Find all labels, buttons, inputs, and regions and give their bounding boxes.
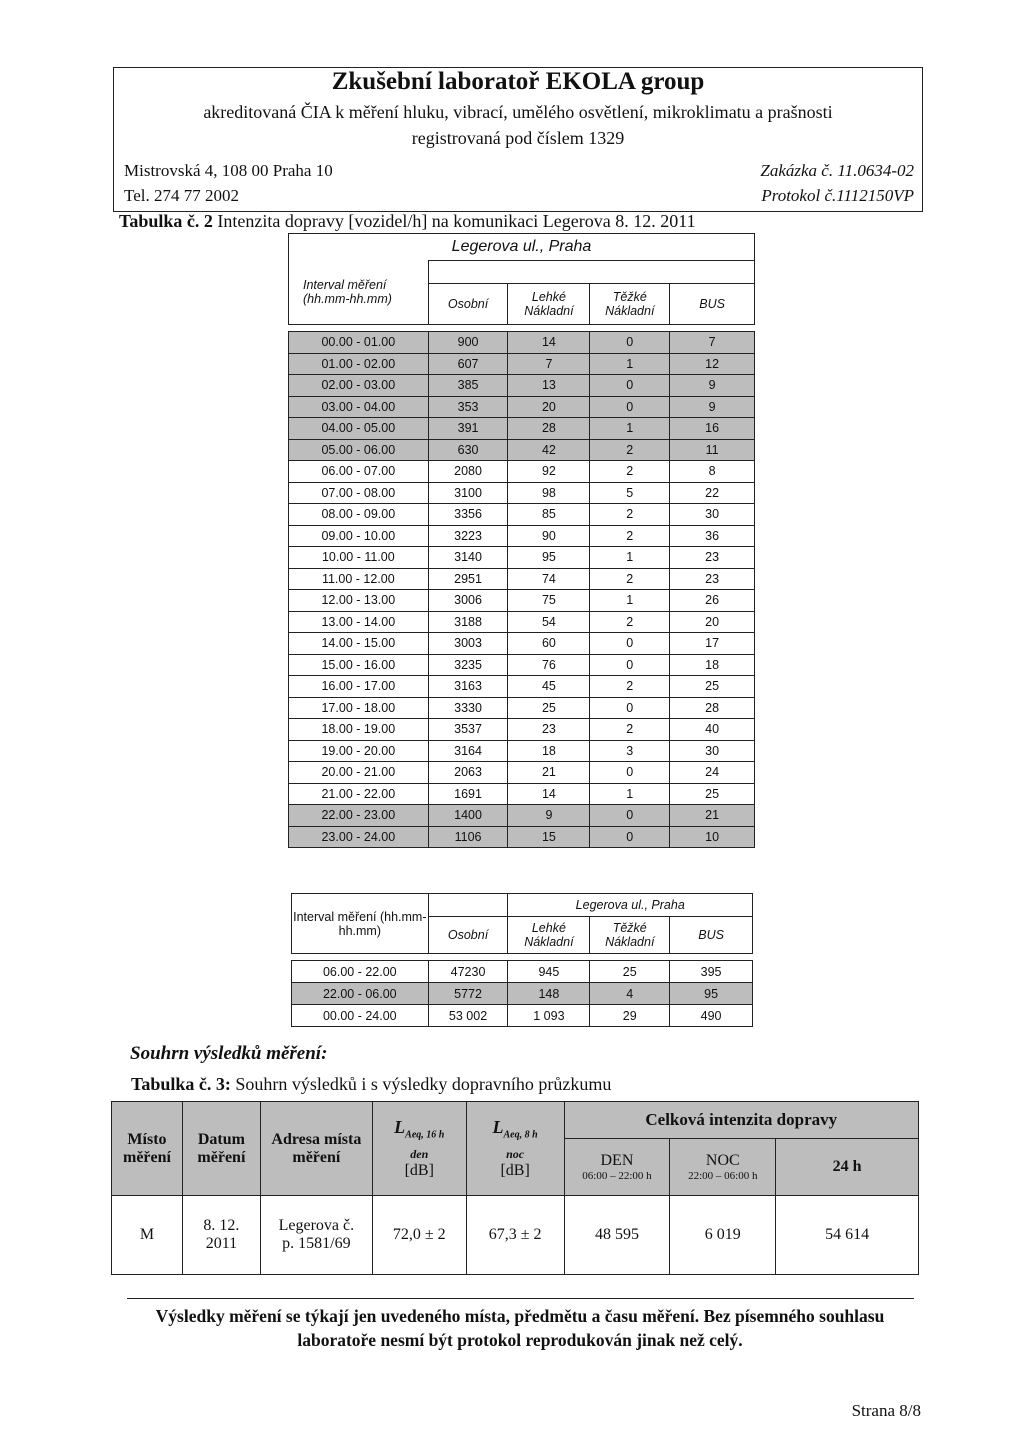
cell-tezke: 0	[590, 654, 670, 676]
accreditation-line: akreditovaná ČIA k měření hluku, vibrací, umělého osvětlení, mikroklimatu a prašnosti	[203, 102, 833, 122]
lab-contact	[124, 158, 333, 208]
totals-cell-bus: 395	[670, 961, 753, 983]
totals-cell-osobni: 47230	[428, 961, 508, 983]
summary-title: Souhrn výsledků měření:	[130, 1043, 328, 1064]
laeq16-unit: [dB]	[404, 1161, 434, 1179]
footer-disclaimer: Výsledky měření se týkají jen uvedeného místa, předmětu a času měření. Bez písemného souhlasu laboratoře nesmí být protokol reprodukován jinak než celý.	[155, 1306, 885, 1350]
totals-cell-tezke: 29	[590, 1005, 670, 1027]
cell-osobni: 3235	[428, 654, 508, 676]
cell-tezke: 0	[590, 633, 670, 655]
cell-laeq8: 67,3 ± 2	[466, 1196, 564, 1275]
cell-osobni: 3537	[428, 719, 508, 741]
col-datum-header: Datum měření	[182, 1102, 260, 1196]
table2-caption-text: Intenzita dopravy [vozidel/h] na komunikaci Legerova 8. 12. 2011	[212, 211, 696, 231]
cell-interval: 11.00 - 12.00	[289, 568, 429, 590]
col-adresa-header: Adresa místa měření	[260, 1102, 372, 1196]
cell-interval: 04.00 - 05.00	[289, 418, 429, 440]
col-intensity-header: Celková intenzita dopravy	[564, 1102, 918, 1139]
cell-bus: 36	[670, 525, 755, 547]
laeq8-period: noc	[506, 1146, 525, 1161]
cell-interval: 10.00 - 11.00	[289, 547, 429, 569]
col-osobni-header: Osobní	[428, 284, 508, 325]
totals-col-interval-header: Interval měření (hh.mm-hh.mm)	[292, 894, 429, 954]
cell-bus: 17	[670, 633, 755, 655]
document-reference	[760, 158, 914, 208]
cell-tezke: 0	[590, 826, 670, 848]
cell-interval: 12.00 - 13.00	[289, 590, 429, 612]
cell-lehke: 23	[508, 719, 590, 741]
laeq16-symbol: $L_{Aeq, 16 h}$	[394, 1117, 445, 1141]
cell-interval: 21.00 - 22.00	[289, 783, 429, 805]
cell-osobni: 1691	[428, 783, 508, 805]
table-row	[289, 611, 755, 633]
table-row	[289, 633, 755, 655]
cell-bus: 16	[670, 418, 755, 440]
table3-caption	[131, 1074, 611, 1095]
cell-interval: 20.00 - 21.00	[289, 762, 429, 784]
totals-cell-tezke: 25	[590, 961, 670, 983]
cell-total: 54 614	[776, 1196, 919, 1275]
cell-laeq16: 72,0 ± 2	[372, 1196, 466, 1275]
table-row	[292, 983, 753, 1005]
col-tezke-header: Těžké Nákladní	[590, 284, 670, 325]
cell-lehke: 76	[508, 654, 590, 676]
cell-lehke: 18	[508, 740, 590, 762]
cell-interval: 08.00 - 09.00	[289, 504, 429, 526]
col-misto-header: Místo měření	[112, 1102, 183, 1196]
cell-osobni: 385	[428, 375, 508, 397]
cell-bus: 23	[670, 547, 755, 569]
cell-lehke: 15	[508, 826, 590, 848]
cell-tezke: 2	[590, 525, 670, 547]
den-label: DEN	[600, 1152, 634, 1169]
cell-datum: 8. 12. 2011	[182, 1196, 260, 1275]
laeq16-period: den	[410, 1146, 429, 1161]
lab-phone: Tel. 274 77 2002	[124, 186, 239, 205]
table-row	[292, 961, 753, 983]
cell-bus: 12	[670, 353, 755, 375]
cell-tezke: 0	[590, 375, 670, 397]
cell-lehke: 92	[508, 461, 590, 483]
cell-bus: 23	[670, 568, 755, 590]
cell-osobni: 607	[428, 353, 508, 375]
hourly-traffic-table	[288, 233, 755, 848]
table-row	[289, 590, 755, 612]
totals-cell-bus: 490	[670, 1005, 753, 1027]
cell-osobni: 3006	[428, 590, 508, 612]
totals-location-title: Legerova ul., Praha	[508, 894, 753, 917]
col-24h-header: 24 h	[776, 1139, 919, 1196]
hourly-table-body	[289, 332, 755, 848]
table-header-spacer-row	[289, 261, 755, 284]
table-row	[289, 654, 755, 676]
lab-name: Zkušební laboratoř EKOLA group	[331, 68, 705, 95]
den-time: 06:00 – 22:00 h	[582, 1170, 652, 1182]
table-row	[289, 439, 755, 461]
totals-cell-lehke: 1 093	[508, 1005, 590, 1027]
totals-cell-interval: 22.00 - 06.00	[292, 983, 429, 1005]
cell-lehke: 95	[508, 547, 590, 569]
cell-lehke: 20	[508, 396, 590, 418]
cell-bus: 20	[670, 611, 755, 633]
cell-tezke: 1	[590, 353, 670, 375]
laeq8-symbol: $L_{Aeq, 8 h}$	[492, 1117, 538, 1141]
cell-lehke: 45	[508, 676, 590, 698]
cell-interval: 02.00 - 03.00	[289, 375, 429, 397]
cell-osobni: 630	[428, 439, 508, 461]
cell-lehke: 25	[508, 697, 590, 719]
cell-tezke: 3	[590, 740, 670, 762]
table-location-title: Legerova ul., Praha	[289, 234, 755, 261]
cell-osobni: 391	[428, 418, 508, 440]
cell-tezke: 2	[590, 568, 670, 590]
col-laeq16-header	[372, 1102, 466, 1196]
cell-bus: 9	[670, 375, 755, 397]
period-totals-table	[291, 893, 753, 1027]
cell-tezke: 1	[590, 590, 670, 612]
totals-gap-row	[292, 954, 753, 961]
table2-caption-label: Tabulka č. 2	[119, 211, 213, 231]
totals-col-osobni-header: Osobní	[428, 917, 508, 954]
totals-col-lehke-header: Lehké Nákladní	[508, 917, 590, 954]
cell-bus: 9	[670, 396, 755, 418]
col-noc-header	[670, 1139, 776, 1196]
results-summary-table	[111, 1101, 919, 1275]
cell-osobni: 2080	[428, 461, 508, 483]
cell-interval: 00.00 - 01.00	[289, 332, 429, 354]
cell-tezke: 2	[590, 504, 670, 526]
noc-time: 22:00 – 06:00 h	[688, 1170, 758, 1182]
cell-lehke: 13	[508, 375, 590, 397]
cell-lehke: 60	[508, 633, 590, 655]
cell-lehke: 21	[508, 762, 590, 784]
table-row	[289, 482, 755, 504]
cell-interval: 17.00 - 18.00	[289, 697, 429, 719]
totals-cell-lehke: 945	[508, 961, 590, 983]
table-row	[289, 783, 755, 805]
cell-lehke: 75	[508, 590, 590, 612]
cell-interval: 03.00 - 04.00	[289, 396, 429, 418]
table-row	[289, 805, 755, 827]
table-row	[289, 504, 755, 526]
table-row	[289, 396, 755, 418]
registration-line: registrovaná pod číslem 1329	[411, 128, 625, 148]
cell-osobni: 3100	[428, 482, 508, 504]
cell-lehke: 14	[508, 783, 590, 805]
totals-cell-interval: 00.00 - 24.00	[292, 1005, 429, 1027]
page-number: Strana 8/8	[851, 1401, 921, 1420]
table-row	[289, 568, 755, 590]
cell-tezke: 0	[590, 332, 670, 354]
table3-caption-label: Tabulka č. 3:	[131, 1074, 231, 1094]
cell-osobni: 3163	[428, 676, 508, 698]
table2-caption	[119, 211, 696, 232]
cell-misto: M	[112, 1196, 183, 1275]
cell-interval: 09.00 - 10.00	[289, 525, 429, 547]
table-row	[289, 525, 755, 547]
order-number: Zakázka č. 11.0634-02	[760, 161, 914, 180]
totals-cell-interval: 06.00 - 22.00	[292, 961, 429, 983]
cell-osobni: 1106	[428, 826, 508, 848]
totals-col-tezke-header: Těžké Nákladní	[590, 917, 670, 954]
table-row	[289, 826, 755, 848]
totals-cell-osobni: 53 002	[428, 1005, 508, 1027]
cell-tezke: 0	[590, 396, 670, 418]
cell-lehke: 90	[508, 525, 590, 547]
laeq8-unit: [dB]	[500, 1161, 530, 1179]
cell-lehke: 9	[508, 805, 590, 827]
cell-interval: 06.00 - 07.00	[289, 461, 429, 483]
table-row	[289, 676, 755, 698]
cell-lehke: 42	[508, 439, 590, 461]
cell-tezke: 2	[590, 676, 670, 698]
cell-bus: 7	[670, 332, 755, 354]
cell-interval: 05.00 - 06.00	[289, 439, 429, 461]
summary-header-row-1	[112, 1102, 919, 1139]
cell-den: 48 595	[564, 1196, 670, 1275]
protocol-number: Protokol č.1112150VP	[761, 186, 914, 205]
table-row	[289, 418, 755, 440]
cell-tezke: 2	[590, 719, 670, 741]
cell-lehke: 14	[508, 332, 590, 354]
cell-osobni: 2951	[428, 568, 508, 590]
table-row	[289, 547, 755, 569]
totals-col-bus-header: BUS	[670, 917, 753, 954]
cell-osobni: 3003	[428, 633, 508, 655]
totals-cell-bus: 95	[670, 983, 753, 1005]
cell-lehke: 54	[508, 611, 590, 633]
cell-interval: 13.00 - 14.00	[289, 611, 429, 633]
cell-lehke: 7	[508, 353, 590, 375]
cell-bus: 11	[670, 439, 755, 461]
cell-interval: 22.00 - 23.00	[289, 805, 429, 827]
cell-tezke: 1	[590, 418, 670, 440]
col-laeq8-header	[466, 1102, 564, 1196]
cell-lehke: 74	[508, 568, 590, 590]
cell-bus: 21	[670, 805, 755, 827]
cell-osobni: 3188	[428, 611, 508, 633]
cell-bus: 26	[670, 590, 755, 612]
table-row	[289, 461, 755, 483]
cell-osobni: 3140	[428, 547, 508, 569]
totals-table-body	[292, 961, 753, 1027]
cell-bus: 25	[670, 676, 755, 698]
cell-tezke: 2	[590, 611, 670, 633]
col-interval-header: Interval měření (hh.mm-hh.mm)	[289, 261, 429, 325]
cell-bus: 8	[670, 461, 755, 483]
table-title-row	[289, 234, 755, 261]
cell-osobni: 900	[428, 332, 508, 354]
cell-osobni: 1400	[428, 805, 508, 827]
cell-tezke: 0	[590, 805, 670, 827]
table-row	[289, 719, 755, 741]
table-row	[289, 697, 755, 719]
cell-tezke: 1	[590, 783, 670, 805]
cell-tezke: 1	[590, 547, 670, 569]
cell-lehke: 98	[508, 482, 590, 504]
cell-tezke: 0	[590, 762, 670, 784]
totals-cell-osobni: 5772	[428, 983, 508, 1005]
cell-interval: 18.00 - 19.00	[289, 719, 429, 741]
cell-osobni: 3164	[428, 740, 508, 762]
noc-label: NOC	[705, 1152, 740, 1169]
cell-bus: 10	[670, 826, 755, 848]
table-row	[292, 1005, 753, 1027]
cell-osobni: 3330	[428, 697, 508, 719]
cell-interval: 01.00 - 02.00	[289, 353, 429, 375]
table3-caption-text: Souhrn výsledků i s výsledky dopravního průzkumu	[230, 1074, 612, 1094]
col-lehke-header: Lehké Nákladní	[508, 284, 590, 325]
table-gap-row	[289, 325, 755, 332]
table-row	[289, 353, 755, 375]
table-row	[289, 740, 755, 762]
col-bus-header: BUS	[670, 284, 755, 325]
col-den-header	[564, 1139, 670, 1196]
cell-bus: 30	[670, 740, 755, 762]
cell-lehke: 85	[508, 504, 590, 526]
cell-bus: 24	[670, 762, 755, 784]
header-box	[113, 67, 923, 212]
footer-divider	[127, 1298, 914, 1299]
cell-osobni: 353	[428, 396, 508, 418]
cell-noc: 6 019	[670, 1196, 776, 1275]
summary-data-row	[112, 1196, 919, 1275]
cell-bus: 30	[670, 504, 755, 526]
cell-tezke: 2	[590, 461, 670, 483]
cell-bus: 28	[670, 697, 755, 719]
cell-adresa: Legerova č. p. 1581/69	[260, 1196, 372, 1275]
totals-cell-tezke: 4	[590, 983, 670, 1005]
cell-interval: 15.00 - 16.00	[289, 654, 429, 676]
cell-osobni: 3356	[428, 504, 508, 526]
cell-interval: 19.00 - 20.00	[289, 740, 429, 762]
cell-tezke: 0	[590, 697, 670, 719]
cell-osobni: 2063	[428, 762, 508, 784]
header-blank-cell	[428, 261, 754, 284]
cell-bus: 25	[670, 783, 755, 805]
cell-interval: 16.00 - 17.00	[289, 676, 429, 698]
cell-interval: 07.00 - 08.00	[289, 482, 429, 504]
cell-tezke: 5	[590, 482, 670, 504]
cell-lehke: 28	[508, 418, 590, 440]
totals-cell-lehke: 148	[508, 983, 590, 1005]
table-row	[289, 375, 755, 397]
cell-bus: 18	[670, 654, 755, 676]
cell-interval: 14.00 - 15.00	[289, 633, 429, 655]
lab-address: Mistrovská 4, 108 00 Praha 10	[124, 161, 333, 180]
table-row	[289, 332, 755, 354]
cell-bus: 22	[670, 482, 755, 504]
cell-bus: 40	[670, 719, 755, 741]
cell-tezke: 2	[590, 439, 670, 461]
table-row	[289, 762, 755, 784]
cell-interval: 23.00 - 24.00	[289, 826, 429, 848]
totals-header-row-1	[292, 894, 753, 917]
cell-osobni: 3223	[428, 525, 508, 547]
